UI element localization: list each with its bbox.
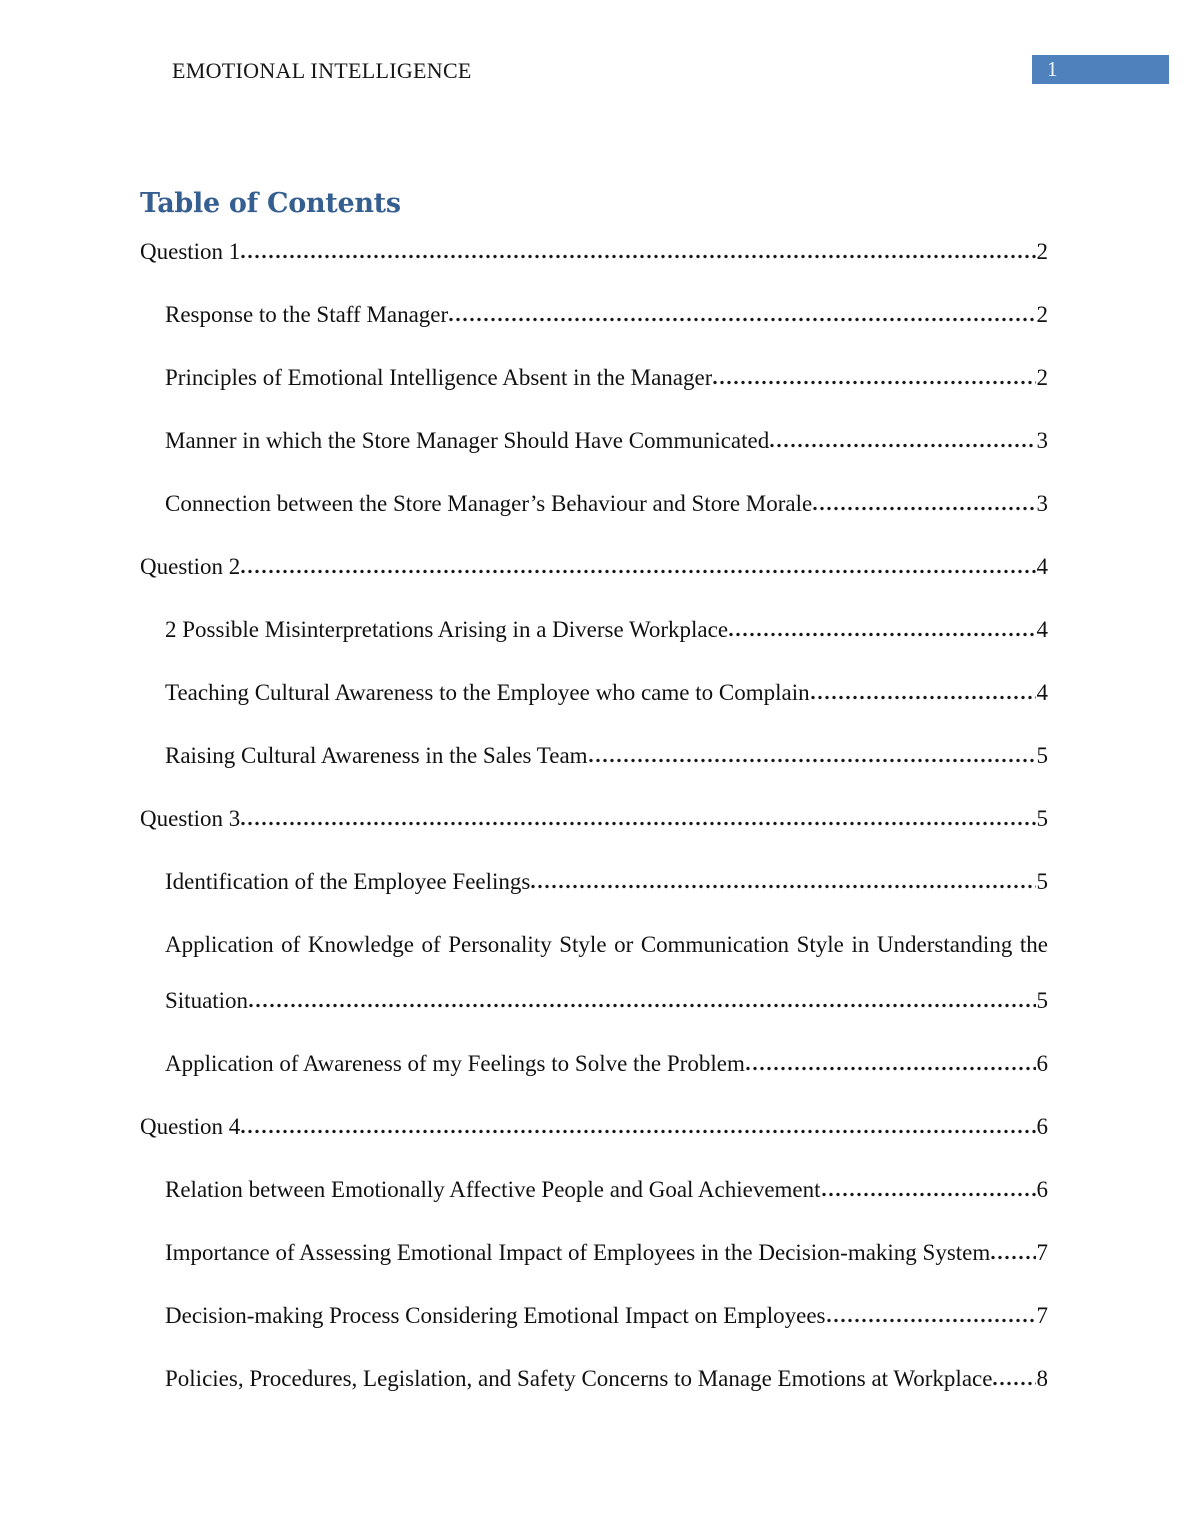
toc-entry-text: Question 3 — [140, 806, 241, 831]
toc-page-number: 6 — [1036, 1114, 1048, 1139]
toc-entry[interactable] — [140, 867, 1048, 897]
dot-leader — [993, 1381, 1035, 1386]
page-number-badge: 1 — [1032, 55, 1169, 84]
toc-entry-text: Raising Cultural Awareness in the Sales Team — [165, 743, 588, 768]
toc-page-number: 5 — [1036, 988, 1048, 1013]
dot-leader — [991, 1255, 1035, 1260]
toc-entry-text: 2 Possible Misinterpretations Arising in a Diverse Workplace — [165, 617, 729, 642]
toc-entry-text: Connection between the Store Manager’s Behaviour and Store Morale — [165, 491, 813, 516]
toc-title: Table of Contents — [140, 188, 401, 219]
dot-leader — [811, 695, 1036, 700]
dot-leader — [241, 821, 1035, 826]
toc-entry-text: Importance of Assessing Emotional Impact of Employees in the Decision-making System — [165, 1240, 991, 1265]
toc-page-number: 5 — [1036, 806, 1048, 831]
dot-leader — [449, 317, 1035, 322]
toc-entry-text: Response to the Staff Manager — [165, 302, 449, 327]
toc-entry[interactable] — [140, 1364, 1048, 1394]
toc-entry-text: Identification of the Employee Feelings — [165, 869, 531, 894]
toc-entry[interactable] — [140, 804, 1048, 834]
dot-leader — [241, 254, 1035, 259]
toc-entry[interactable] — [140, 615, 1048, 645]
toc-entry[interactable] — [140, 1112, 1048, 1142]
toc-page-number: 3 — [1036, 491, 1048, 516]
toc-page-number: 5 — [1036, 743, 1048, 768]
dot-leader — [746, 1066, 1036, 1071]
toc-page-number: 8 — [1036, 1366, 1048, 1391]
toc-entry[interactable] — [140, 1238, 1048, 1268]
dot-leader — [822, 1192, 1036, 1197]
toc-entry[interactable] — [140, 552, 1048, 582]
running-header-title: EMOTIONAL INTELLIGENCE — [172, 58, 472, 83]
dot-leader — [713, 380, 1035, 385]
toc-page-number: 6 — [1036, 1051, 1048, 1076]
toc-page-number: 4 — [1036, 680, 1048, 705]
toc-page-number: 4 — [1036, 554, 1048, 579]
toc-page-number: 3 — [1036, 428, 1048, 453]
toc-page-number: 4 — [1036, 617, 1048, 642]
dot-leader — [241, 569, 1035, 574]
toc-entry[interactable] — [140, 1175, 1048, 1205]
toc-entry-text: Relation between Emotionally Affective People and Goal Achievement — [165, 1177, 821, 1202]
toc-page-number: 5 — [1036, 869, 1048, 894]
toc-page-number: 7 — [1036, 1303, 1048, 1328]
toc-page-number: 7 — [1036, 1240, 1048, 1265]
toc-page-number: 6 — [1036, 1177, 1048, 1202]
toc-page-number: 2 — [1036, 239, 1048, 264]
toc-entry[interactable] — [140, 426, 1048, 456]
toc-entry[interactable] — [140, 678, 1048, 708]
dot-leader — [813, 506, 1035, 511]
toc-entry-text: Principles of Emotional Intelligence Absent in the Manager — [165, 365, 713, 390]
toc-entry-text: Situation — [165, 988, 249, 1013]
toc-page-number: 2 — [1036, 365, 1048, 390]
toc-entry-text: Manner in which the Store Manager Should Have Communicated — [165, 428, 770, 453]
toc-entry[interactable] — [140, 363, 1048, 393]
toc-entry-text: Question 4 — [140, 1114, 241, 1139]
toc-page-number: 2 — [1036, 302, 1048, 327]
toc-entry-text: Question 1 — [140, 239, 241, 264]
toc-entry[interactable] — [140, 986, 1048, 1016]
toc-entry[interactable] — [140, 300, 1048, 330]
dot-leader — [729, 632, 1035, 637]
table-of-contents — [140, 186, 1048, 1427]
dot-leader — [770, 443, 1035, 448]
toc-entry[interactable] — [140, 1301, 1048, 1331]
dot-leader — [241, 1129, 1035, 1134]
dot-leader — [531, 884, 1035, 889]
toc-entry[interactable] — [140, 237, 1048, 267]
toc-entry-text: Policies, Procedures, Legislation, and Safety Concerns to Manage Emotions at Workplace — [165, 1366, 993, 1391]
dot-leader — [827, 1318, 1036, 1323]
toc-entry-text: Application of Awareness of my Feelings to Solve the Problem — [165, 1051, 745, 1076]
toc-entry[interactable] — [140, 1049, 1048, 1079]
dot-leader — [589, 758, 1036, 763]
toc-entry[interactable] — [140, 741, 1048, 771]
toc-entry-wrapped-line1[interactable]: Application of Knowledge of Personality Style or Communication Style in Understanding the — [165, 932, 1048, 957]
toc-entry-text: Decision-making Process Considering Emotional Impact on Employees — [165, 1303, 826, 1328]
toc-entry-text: Teaching Cultural Awareness to the Employee who came to Complain — [165, 680, 810, 705]
toc-entry[interactable] — [140, 489, 1048, 519]
toc-entry-text: Question 2 — [140, 554, 241, 579]
dot-leader — [249, 1003, 1035, 1008]
